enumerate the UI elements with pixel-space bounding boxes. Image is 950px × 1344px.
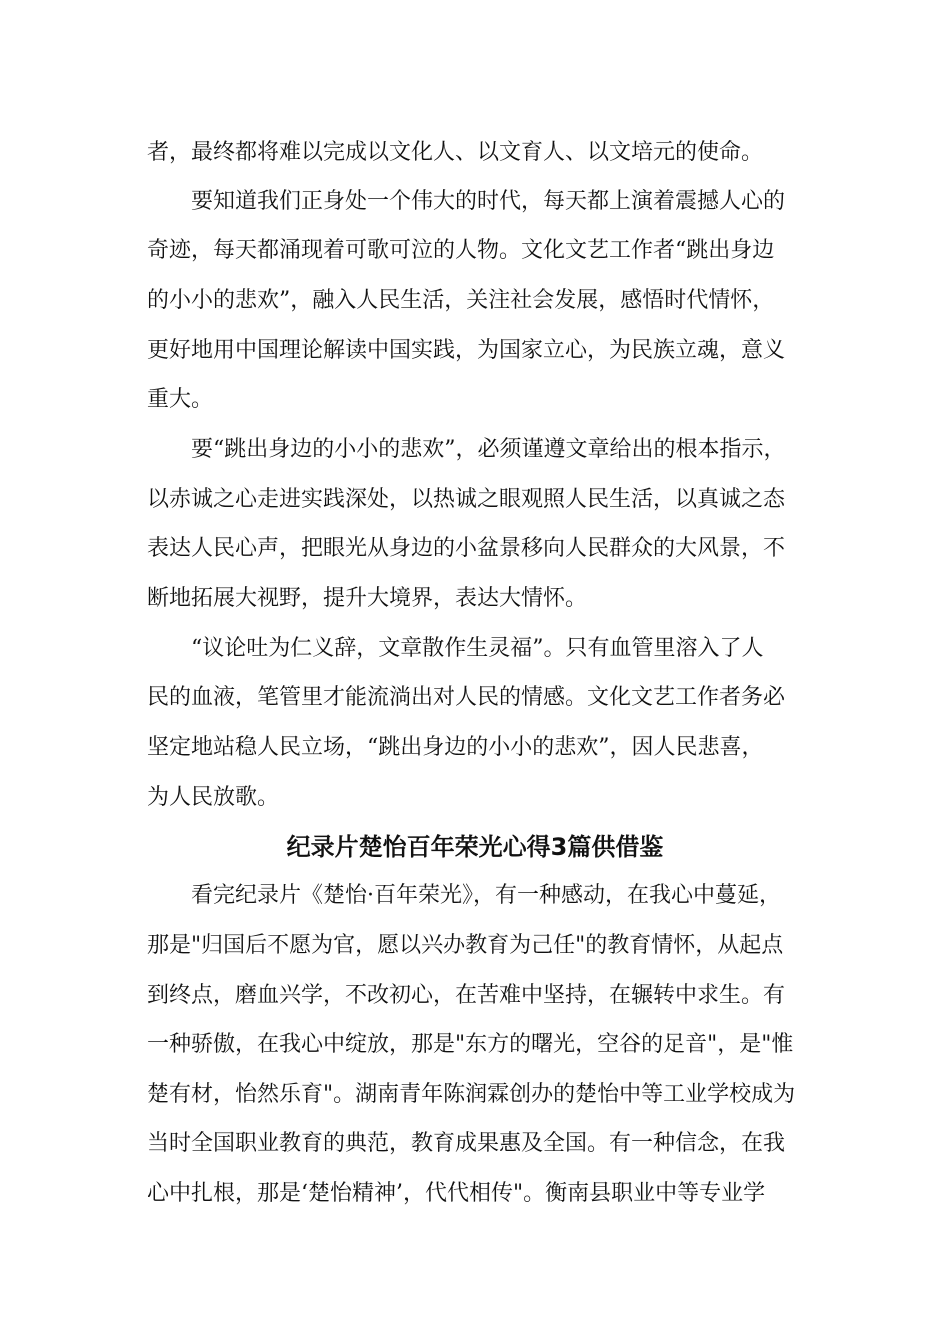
paragraph-line: 一种骄傲，在我心中绽放，那是"东方的曙光，空谷的足音"，是"惟 xyxy=(147,1032,794,1057)
paragraph-line: 断地拓展大视野，提升大境界，表达大情怀。 xyxy=(147,586,588,611)
paragraph-line: 要“跳出身边的小小的悲欢”，必须谨遵文章给出的根本指示， xyxy=(147,437,786,462)
paragraph-line: 当时全国职业教育的典范，教育成果惠及全国。有一种信念，在我 xyxy=(147,1131,786,1156)
paragraph-line: 民的血液，笔管里才能流淌出对人民的情感。文化文艺工作者务必 xyxy=(147,685,786,710)
paragraph-line: “议论吐为仁义辞，文章散作生灵福”。只有血管里溶入了人 xyxy=(147,636,764,661)
paragraph-line: 的小小的悲欢”，融入人民生活，关注社会发展，感悟时代情怀， xyxy=(147,288,775,313)
paragraph-line: 更好地用中国理论解读中国实践，为国家立心，为民族立魂，意义 xyxy=(147,338,786,363)
paragraph-line: 看完纪录片《楚怡·百年荣光》，有一种感动，在我心中蔓延， xyxy=(147,883,781,908)
paragraph-line: 为人民放歌。 xyxy=(147,785,280,810)
paragraph-line: 奇迹，每天都涌现着可歌可泣的人物。文化文艺工作者“跳出身边 xyxy=(147,238,775,263)
paragraph-line: 重大。 xyxy=(147,387,214,412)
paragraph-line: 以赤诚之心走进实践深处，以热诚之眼观照人民生活，以真诚之态 xyxy=(147,487,786,512)
paragraph-line: 要知道我们正身处一个伟大的时代，每天都上演着震撼人心的 xyxy=(147,189,786,214)
paragraph-line: 到终点，磨血兴学，不改初心，在苦难中坚持，在辗转中求生。有 xyxy=(147,983,786,1008)
paragraph-line: 楚有材，怡然乐育"。湖南青年陈润霖创办的楚怡中等工业学校成为 xyxy=(147,1082,796,1107)
paragraph-line: 者，最终都将难以完成以文化人、以文育人、以文培元的使命。 xyxy=(147,140,764,165)
section-title: 纪录片楚怡百年荣光心得3篇供借鉴 xyxy=(286,833,664,861)
paragraph-line: 表达人民心声，把眼光从身边的小盆景移向人民群众的大风景，不 xyxy=(147,536,786,561)
paragraph-line: 那是"归国后不愿为官，愿以兴办教育为己任"的教育情怀，从起点 xyxy=(147,933,784,958)
paragraph-line: 坚定地站稳人民立场，“跳出身边的小小的悲欢”，因人民悲喜， xyxy=(147,735,764,760)
paragraph-line: 心中扎根，那是‘楚怡精神’，代代相传"。衡南县职业中等专业学 xyxy=(147,1181,766,1206)
